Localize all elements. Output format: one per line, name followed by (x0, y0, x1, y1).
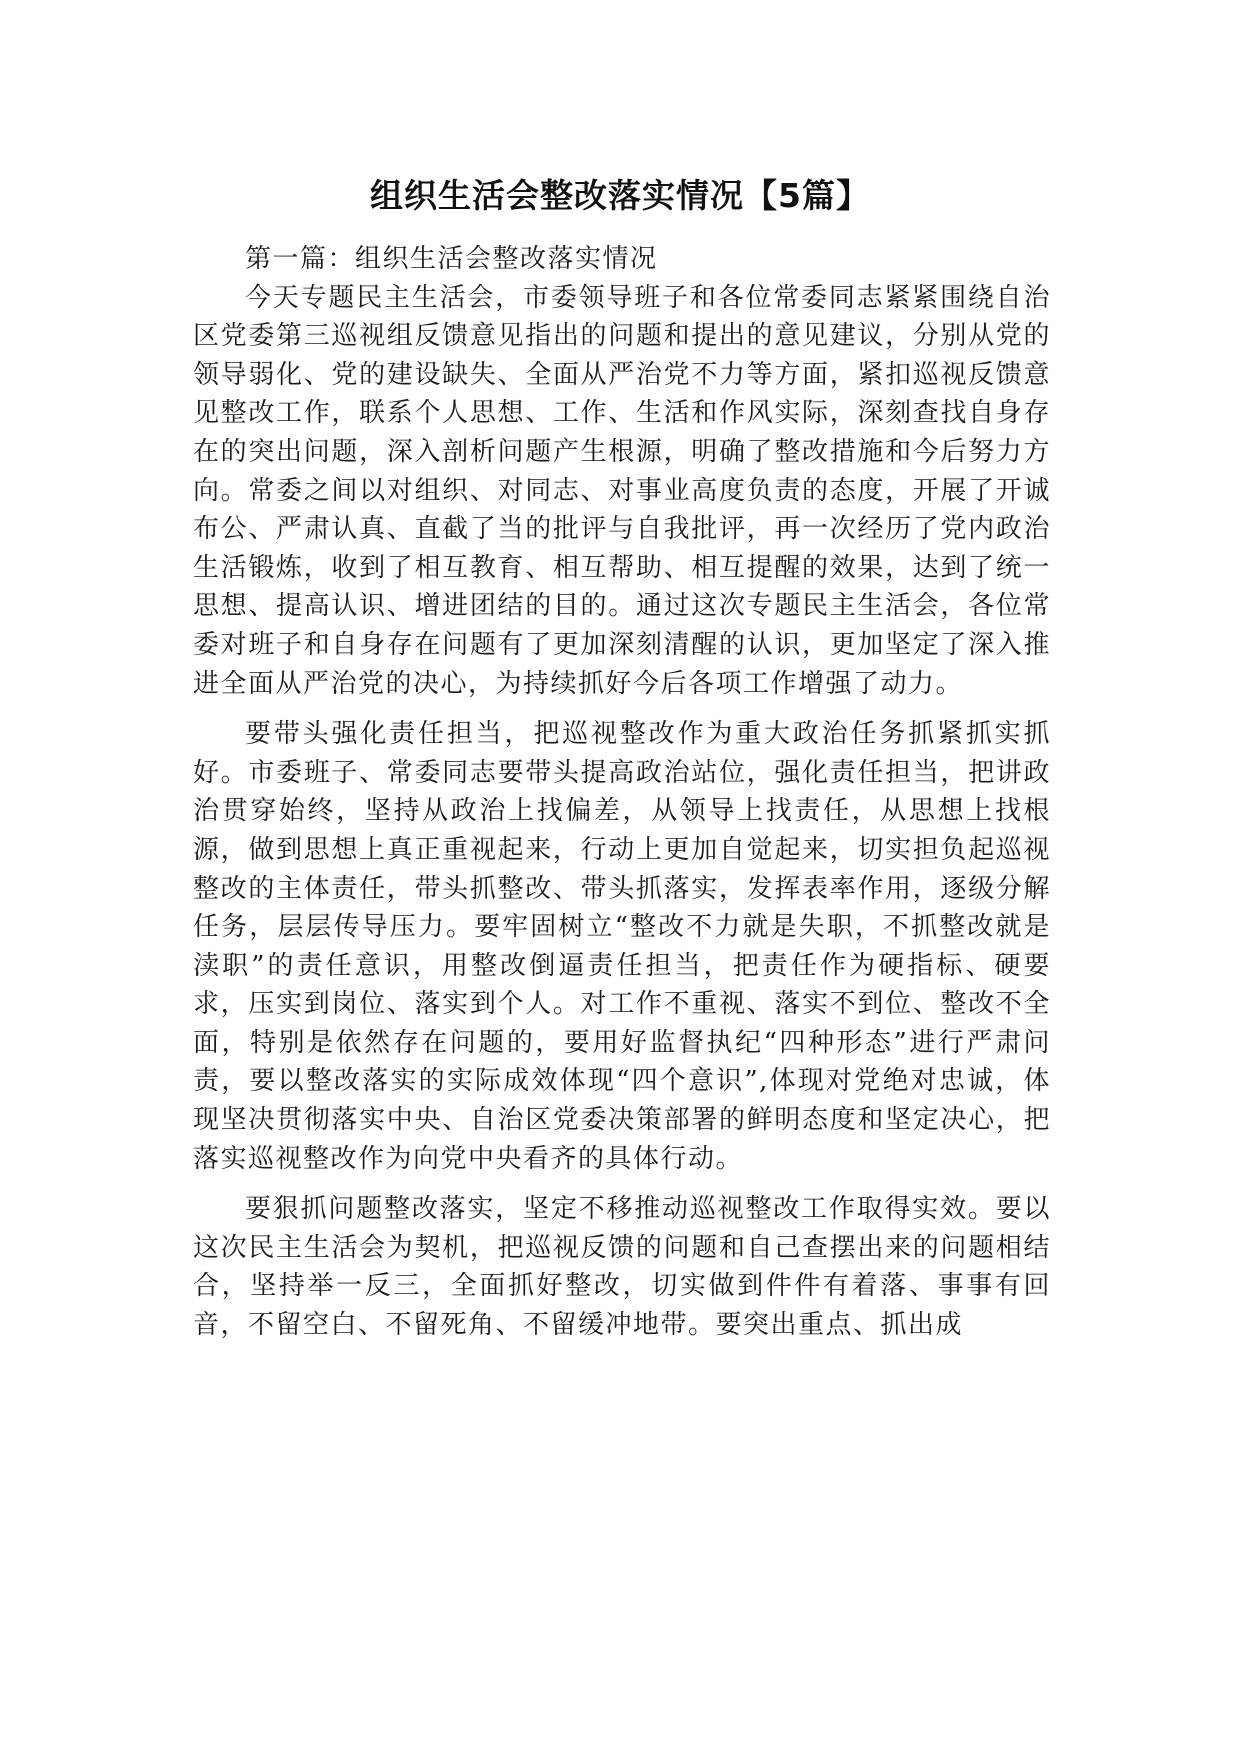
paragraph: 今天专题民主生活会，市委领导班子和各位常委同志紧紧围绕自治区党委第三巡视组反馈意见指出的问题和提出的意见建议，分别从党的领导弱化、党的建设缺失、全面从严治党不力等方面，紧扣巡视反馈意见整改工作，联系个人思想、工作、生活和作风实际，深刻查找自身存在的突出问题，深入剖析问题产生根源，明确了整改措施和今后努力方向。常委之间以对组织、对同志、对事业高度负责的态度，开展了开诚布公、严肃认真、直截了当的批评与自我批评，再一次经历了党内政治生活锻炼，收到了相互教育、相互帮助、相互提醒的效果，达到了统一思想、提高认识、增进团结的目的。通过这次专题民主生活会，各位常委对班子和自身存在问题有了更加深刻清醒的认识，更加坚定了深入推进全面从严治党的决心，为持续抓好今后各项工作增强了动力。 (193, 282, 1051, 699)
paragraph: 要狠抓问题整改落实，坚定不移推动巡视整改工作取得实效。要以这次民主生活会为契机，把巡视反馈的问题和自己查摆出来的问题相结合，坚持举一反三，全面抓好整改，切实做到件件有着落、事事有回音，不留空白、不留死角、不留缓冲地带。要突出重点、抓出成 (193, 1194, 1051, 1341)
document-body (193, 240, 1051, 1345)
document-title: 组织生活会整改落实情况【5篇】 (370, 176, 870, 216)
paragraph: 要带头强化责任担当，把巡视整改作为重大政治任务抓紧抓实抓好。市委班子、常委同志要带头提高政治站位，强化责任担当，把讲政治贯穿始终，坚持从政治上找偏差，从领导上找责任，从思想上找根源，做到思想上真正重视起来，行动上更加自觉起来，切实担负起巡视整改的主体责任，带头抓整改、带头抓落实，发挥表率作用，逐级分解任务，层层传导压力。要牢固树立“整改不力就是失职，不抓整改就是渎职”的责任意识，用整改倒逼责任担当，把责任作为硬指标、硬要求，压实到岗位、落实到个人。对工作不重视、落实不到位、整改不全面，特别是依然存在问题的，要用好监督执纪“四种形态”进行严肃问责，要以整改落实的实际成效体现“四个意识”,体现对党绝对忠诚，体现坚决贯彻落实中央、自治区党委决策部署的鲜明态度和坚定决心，把落实巡视整改作为向党中央看齐的具体行动。 (193, 719, 1051, 1174)
section-heading: 第一篇：组织生活会整改落实情况 (245, 244, 658, 274)
